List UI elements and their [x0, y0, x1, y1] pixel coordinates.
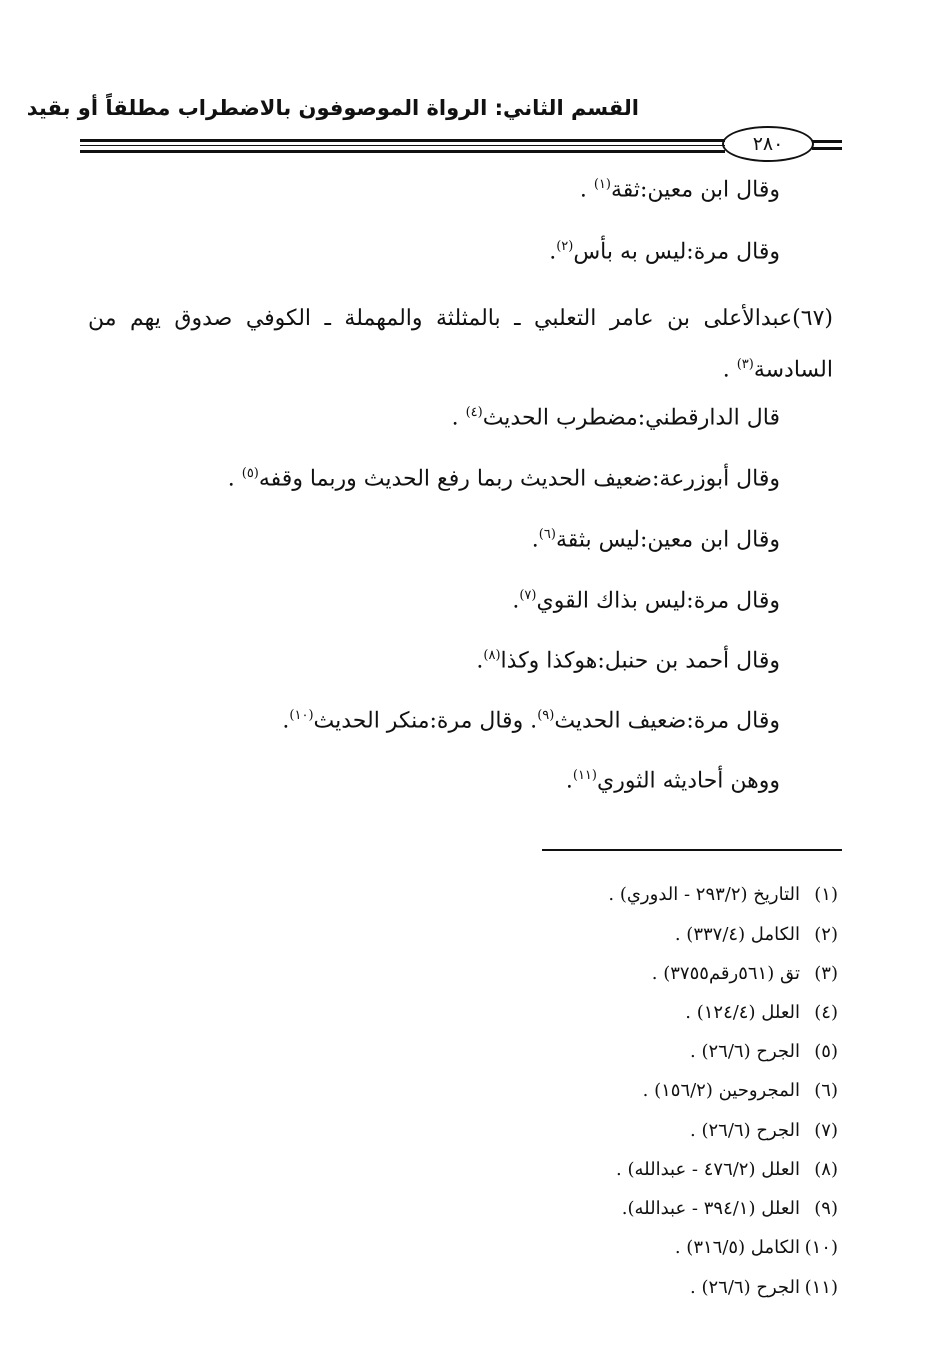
footnote-ref-11: (١١): [572, 768, 597, 783]
body-line-2: [80, 240, 780, 263]
header-rule-right-top: [812, 140, 842, 143]
footnote-number: (٨): [814, 1159, 838, 1180]
footnote-ref-5: (٥): [241, 466, 259, 481]
body-line-6: [80, 589, 780, 612]
footnote-number: (٥): [814, 1041, 838, 1062]
footnote-separator: [542, 849, 842, 851]
footnote-text: العلل (١٢٤/٤) .: [685, 1002, 800, 1023]
footnote-6: [418, 1080, 838, 1101]
footnote-2: [418, 924, 838, 945]
footnote-number: (١): [814, 884, 838, 905]
body-line-9-end: .: [565, 768, 573, 794]
body-line-9-text: ووهن أحاديثه الثوري: [596, 768, 780, 794]
body-line-2-text: وقال مرة:ليس به بأس: [573, 239, 780, 265]
body-line-1-end: .: [579, 177, 587, 203]
footnote-10: [418, 1237, 838, 1258]
footnote-text: الكامل (٣١٦/٥) .: [674, 1237, 800, 1258]
body-line-8a-text: وقال مرة:ضعيف الحديث: [554, 708, 780, 734]
footnote-number: (٢): [814, 924, 838, 945]
footnote-8: [418, 1159, 838, 1180]
footnote-text: المجروحين (١٥٦/٢) .: [642, 1080, 800, 1101]
footnote-text: العلل (٣٩٤/١ - عبدالله).: [621, 1198, 800, 1219]
footnote-ref-1: (١): [593, 177, 611, 192]
footnote-3: [418, 963, 838, 984]
footnote-ref-7: (٧): [519, 588, 537, 603]
footnote-text: العلل (٤٧٦/٢ - عبدالله) .: [616, 1159, 800, 1180]
footnote-text: الجرح (٢٦/٦) .: [690, 1041, 800, 1062]
body-line-5-text: وقال ابن معين:ليس بثقة: [555, 527, 780, 553]
body-line-8-end: .: [282, 708, 290, 734]
narrator-entry-end: .: [722, 357, 730, 383]
body-line-3-text: قال الدارقطني:مضطرب الحديث: [482, 405, 780, 431]
footnote-ref-9: (٩): [537, 708, 555, 723]
footnote-ref-6: (٦): [538, 527, 556, 542]
footnote-7: [418, 1120, 838, 1141]
body-line-8: [80, 709, 780, 732]
footnote-text: الجرح (٢٦/٦) .: [690, 1120, 800, 1141]
body-line-7-text: وقال أحمد بن حنبل:هوكذا وكذا: [500, 648, 780, 674]
footnote-number: (١٠): [804, 1237, 838, 1258]
body-line-1: [80, 178, 780, 201]
page-number: ٢٨٠: [722, 126, 814, 162]
body-line-3: [80, 406, 780, 429]
footnote-number: (٣): [814, 963, 838, 984]
footnote-text: الجرح (٢٦/٦) .: [690, 1277, 800, 1298]
footnote-ref-4: (٤): [465, 405, 483, 420]
footnote-11: [418, 1277, 838, 1298]
footnote-5: [418, 1041, 838, 1062]
footnote-4: [418, 1002, 838, 1023]
body-line-4-end: .: [227, 466, 235, 492]
body-line-5: [80, 528, 780, 551]
footnote-number: (٤): [814, 1002, 838, 1023]
footnote-text: التاريخ (٢٩٣/٢ - الدوري) .: [608, 884, 800, 905]
body-line-6-end: .: [512, 588, 520, 614]
footnote-ref-10: (١٠): [289, 708, 314, 723]
footnote-number: (٦): [814, 1080, 838, 1101]
body-line-3-end: .: [451, 405, 459, 431]
body-line-7: [80, 649, 780, 672]
footnote-1: [418, 884, 838, 905]
body-line-9: [80, 769, 780, 792]
header-rule-thick-top: [80, 139, 725, 142]
footnote-ref-3: (٣): [736, 357, 754, 372]
header-rule-thick-bottom: [80, 150, 725, 153]
body-line-7-end: .: [476, 648, 484, 674]
body-line-1-text: وقال ابن معين:ثقة: [610, 177, 780, 203]
header-rule-right-bottom: [812, 147, 842, 150]
body-line-4-text: وقال أبوزرعة:ضعيف الحديث ربما رفع الحديث وربما وقفه: [258, 466, 780, 492]
narrator-entry-text: (٦٧)عبدالأعلى بن عامر التعلبي ـ بالمثلثة والمهملة ـ الكوفي صدوق يهم من السادسة: [88, 306, 833, 383]
body-line-4: [80, 467, 780, 490]
footnote-text: تق (٥٦١رقم٣٧٥٥) .: [651, 963, 800, 984]
footnote-9: [418, 1198, 838, 1219]
body-line-2-end: .: [549, 239, 557, 265]
footnote-number: (١١): [804, 1277, 838, 1298]
footnote-text: الكامل (٣٣٧/٤) .: [674, 924, 800, 945]
footnote-number: (٧): [814, 1120, 838, 1141]
body-line-8b-text: . وقال مرة:منكر الحديث: [313, 708, 538, 734]
body-line-5-end: .: [531, 527, 539, 553]
narrator-entry-67: [88, 296, 833, 393]
footnote-ref-8: (٨): [483, 648, 501, 663]
header-rule-thin: [80, 145, 725, 146]
running-title: القسم الثاني: الرواة الموصوفون بالاضطراب مطلقاً أو بقيد: [26, 96, 639, 120]
footnote-number: (٩): [814, 1198, 838, 1219]
footnote-ref-2: (٢): [556, 239, 574, 254]
body-line-6-text: وقال مرة:ليس بذاك القوي: [536, 588, 780, 614]
